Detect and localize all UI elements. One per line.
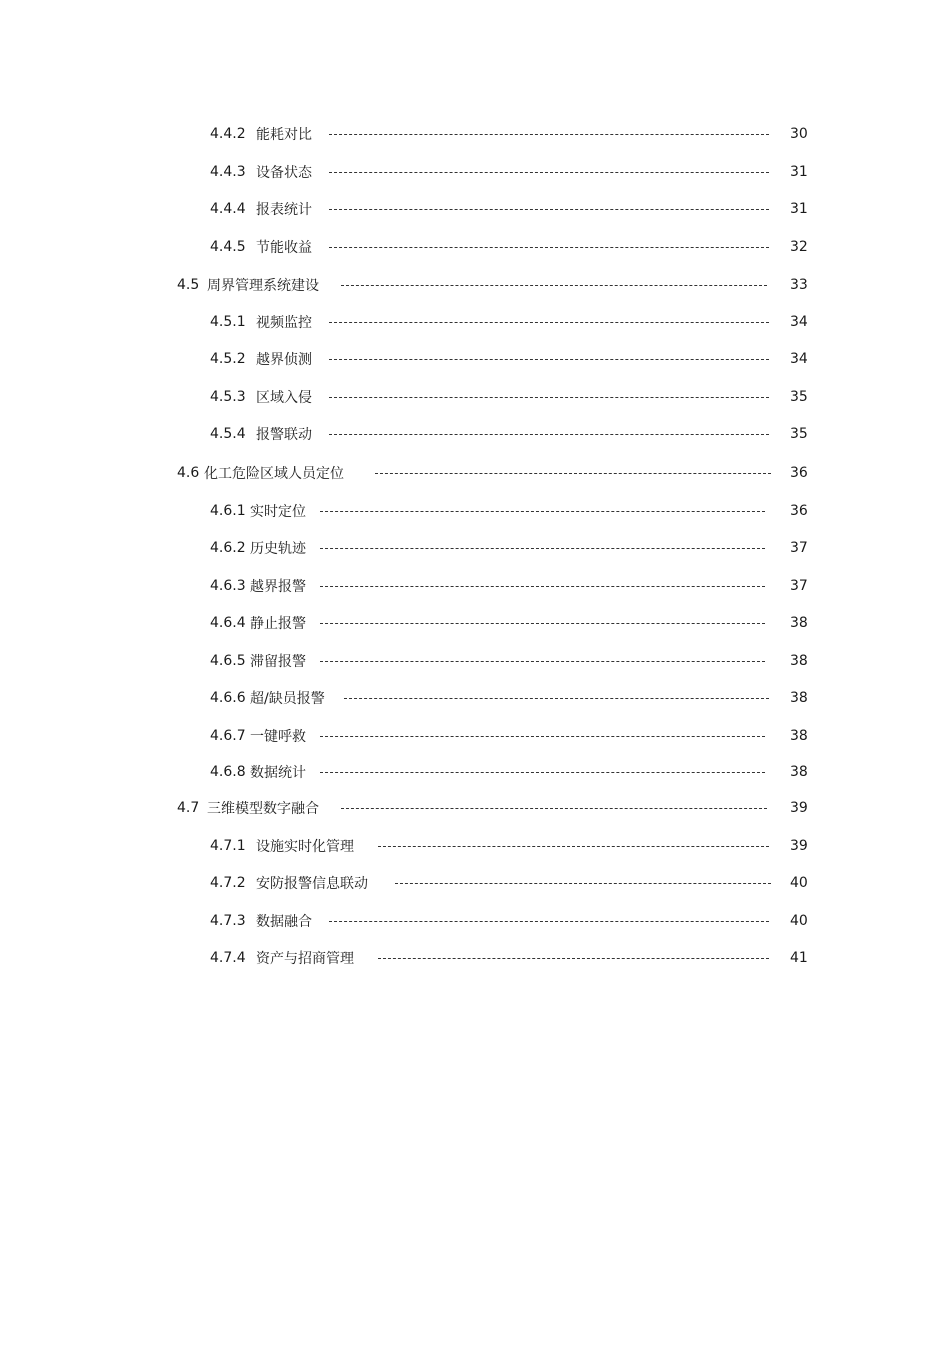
- toc-entry-title: 周界管理系统建设: [207, 278, 319, 294]
- toc-entry[interactable]: [177, 273, 767, 297]
- toc-entry-title: 越界报警: [250, 579, 306, 595]
- toc-entry[interactable]: [210, 422, 769, 446]
- toc-entry-number: 4.6.4: [210, 615, 246, 631]
- toc-entry-number: 4.4.4: [210, 201, 246, 217]
- toc-entry[interactable]: [210, 499, 765, 523]
- toc-entry[interactable]: [210, 235, 769, 259]
- toc-entry-title: 能耗对比: [256, 127, 312, 143]
- toc-entry-title: 超/缺员报警: [250, 691, 325, 707]
- toc-entry-title: 越界侦测: [256, 352, 312, 368]
- toc-entry-page[interactable]: 40: [790, 913, 808, 929]
- toc-entry-title: 化工危险区域人员定位: [204, 466, 344, 482]
- toc-dot-leader: [341, 285, 767, 287]
- toc-entry-page[interactable]: 31: [790, 164, 808, 180]
- toc-entry-page[interactable]: 36: [790, 465, 808, 481]
- toc-entry-number: 4.4.3: [210, 164, 246, 180]
- toc-entry-title: 节能收益: [256, 240, 312, 256]
- toc-entry-title: 报表统计: [256, 202, 312, 218]
- toc-entry-page[interactable]: 31: [790, 201, 808, 217]
- toc-entry-number: 4.6.8: [210, 764, 246, 780]
- toc-dot-leader: [320, 772, 765, 774]
- toc-entry[interactable]: [210, 834, 769, 858]
- toc-dot-leader: [329, 921, 769, 923]
- toc-entry-page[interactable]: 30: [790, 126, 808, 142]
- toc-entry-title: 设备状态: [256, 165, 312, 181]
- toc-entry-page[interactable]: 40: [790, 875, 808, 891]
- toc-entry[interactable]: [210, 122, 769, 146]
- toc-entry-number: 4.6.7: [210, 728, 246, 744]
- toc-entry-page[interactable]: 41: [790, 950, 808, 966]
- toc-dot-leader: [320, 548, 765, 550]
- toc-dot-leader: [320, 586, 765, 588]
- toc-entry[interactable]: [210, 724, 765, 748]
- toc-dot-leader: [329, 134, 769, 136]
- toc-entry[interactable]: [210, 686, 769, 710]
- toc-dot-leader: [378, 846, 769, 848]
- toc-entry-number: 4.5: [177, 277, 200, 293]
- toc-entry-page[interactable]: 35: [790, 426, 808, 442]
- toc-entry-title: 历史轨迹: [250, 541, 306, 557]
- toc-entry-page[interactable]: 36: [790, 503, 808, 519]
- toc-entry-page[interactable]: 37: [790, 578, 808, 594]
- toc-entry-title: 三维模型数字融合: [207, 801, 319, 817]
- toc-dot-leader: [329, 247, 769, 249]
- toc-entry[interactable]: [210, 946, 769, 970]
- toc-dot-leader: [320, 661, 765, 663]
- toc-entry-number: 4.7.3: [210, 913, 246, 929]
- toc-entry-number: 4.6.6: [210, 690, 246, 706]
- toc-dot-leader: [344, 698, 769, 700]
- toc-dot-leader: [329, 434, 769, 436]
- toc-entry-page[interactable]: 38: [790, 764, 808, 780]
- toc-entry-number: 4.7.1: [210, 838, 246, 854]
- toc-dot-leader: [329, 322, 769, 324]
- toc-entry[interactable]: [210, 197, 769, 221]
- toc-dot-leader: [329, 209, 769, 211]
- toc-entry-title: 一键呼救: [250, 729, 306, 745]
- toc-entry[interactable]: [210, 536, 765, 560]
- toc-entry[interactable]: [177, 796, 767, 820]
- toc-entry[interactable]: [210, 871, 771, 895]
- toc-entry[interactable]: [210, 649, 765, 673]
- toc-entry-page[interactable]: 38: [790, 615, 808, 631]
- toc-entry[interactable]: [210, 160, 769, 184]
- toc-entry-title: 安防报警信息联动: [256, 876, 368, 892]
- toc-entry-page[interactable]: 39: [790, 800, 808, 816]
- toc-entry-page[interactable]: 34: [790, 314, 808, 330]
- toc-entry-page[interactable]: 38: [790, 690, 808, 706]
- toc-entry[interactable]: [210, 909, 769, 933]
- toc-entry-page[interactable]: 33: [790, 277, 808, 293]
- toc-entry-page[interactable]: 39: [790, 838, 808, 854]
- toc-entry-title: 滞留报警: [250, 654, 306, 670]
- toc-entry-number: 4.7.2: [210, 875, 246, 891]
- toc-dot-leader: [320, 623, 765, 625]
- toc-entry-title: 实时定位: [250, 504, 306, 520]
- toc-entry-number: 4.5.2: [210, 351, 246, 367]
- toc-entry-number: 4.6: [177, 465, 200, 481]
- toc-entry-title: 设施实时化管理: [256, 839, 354, 855]
- toc-dot-leader: [341, 808, 767, 810]
- toc-entry[interactable]: [210, 310, 769, 334]
- toc-entry-page[interactable]: 35: [790, 389, 808, 405]
- toc-entry-title: 数据统计: [250, 765, 306, 781]
- toc-entry-number: 4.6.3: [210, 578, 246, 594]
- toc-dot-leader: [329, 397, 769, 399]
- toc-entry[interactable]: [177, 461, 771, 485]
- toc-dot-leader: [375, 473, 771, 475]
- toc-entry-page[interactable]: 34: [790, 351, 808, 367]
- toc-entry-number: 4.7: [177, 800, 200, 816]
- toc-entry-number: 4.6.5: [210, 653, 246, 669]
- toc-dot-leader: [329, 359, 769, 361]
- toc-entry[interactable]: [210, 574, 765, 598]
- toc-entry-number: 4.6.1: [210, 503, 246, 519]
- toc-entry-title: 资产与招商管理: [256, 951, 354, 967]
- toc-dot-leader: [320, 736, 765, 738]
- toc-entry[interactable]: [210, 760, 765, 784]
- toc-entry-number: 4.6.2: [210, 540, 246, 556]
- toc-entry-page[interactable]: 37: [790, 540, 808, 556]
- toc-entry[interactable]: [210, 385, 769, 409]
- toc-entry-number: 4.5.4: [210, 426, 246, 442]
- toc-entry-number: 4.5.3: [210, 389, 246, 405]
- toc-dot-leader: [395, 883, 771, 885]
- toc-entry-title: 区域入侵: [256, 390, 312, 406]
- toc-dot-leader: [378, 958, 769, 960]
- toc-dot-leader: [320, 511, 765, 513]
- toc-entry-number: 4.4.5: [210, 239, 246, 255]
- toc-entry-number: 4.5.1: [210, 314, 246, 330]
- toc-entry[interactable]: [210, 347, 769, 371]
- toc-entry-page[interactable]: 38: [790, 728, 808, 744]
- toc-entry-page[interactable]: 38: [790, 653, 808, 669]
- toc-entry-title: 静止报警: [250, 616, 306, 632]
- toc-entry-title: 报警联动: [256, 427, 312, 443]
- toc-entry-number: 4.7.4: [210, 950, 246, 966]
- toc-entry-number: 4.4.2: [210, 126, 246, 142]
- toc-entry-title: 数据融合: [256, 914, 312, 930]
- toc-dot-leader: [329, 172, 769, 174]
- toc-entry-title: 视频监控: [256, 315, 312, 331]
- toc-entry[interactable]: [210, 611, 765, 635]
- toc-entry-page[interactable]: 32: [790, 239, 808, 255]
